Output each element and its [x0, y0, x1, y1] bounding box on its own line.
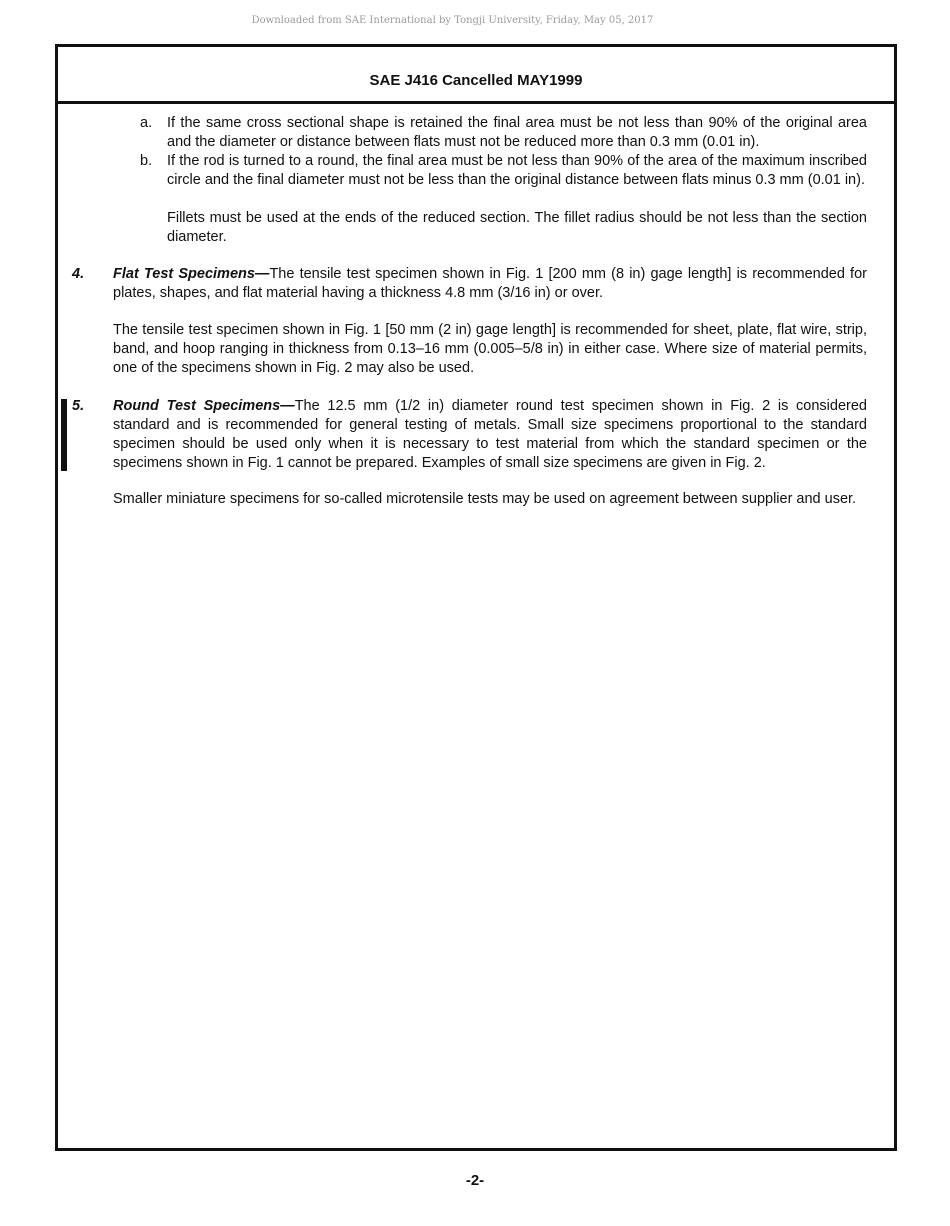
- section-5-number: 5.: [72, 398, 85, 414]
- download-watermark: Downloaded from SAE International by Tongji University, Friday, May 05, 2017: [251, 15, 654, 26]
- item-a-letter: a.: [140, 115, 153, 131]
- section-4-paragraph: [113, 265, 867, 303]
- item-b-letter: b.: [140, 153, 153, 169]
- section-4-paragraph-2: The tensile test specimen shown in Fig. 1 [50 mm (2 in) gage length] is recommended for sheet, plate, flat wire, strip, band, and hoop ranging in thickness from 0.13–16 mm (0.005–5/8 in) in either case. Where size of material permits, one of the specimens shown in Fig. 2 may also be used.: [113, 322, 867, 376]
- item-a-text: If the same cross sectional shape is retained the final area must be not less than 90% of the original area and the diameter or distance between flats must not be reduced more than 0.3 mm (0.01 in).: [167, 115, 867, 150]
- section-5-text: The 12.5 mm (1/2 in) diameter round test specimen shown in Fig. 2 is considered standard and is recommended for general testing of metals. Small size specimens proportional to the standard specimen should be used only when it is necessary to test material from which the standard specimen or the specimens shown in Fig. 1 cannot be prepared. Examples of small size specimens are given in Fig. 2.: [113, 398, 867, 471]
- section-4-text: The tensile test specimen shown in Fig. 1 [200 mm (8 in) gage length] is recommended for plates, shapes, and flat material having a thickness 4.8 mm (3/16 in) or over.: [113, 266, 867, 301]
- page-number: -2-: [465, 1172, 485, 1189]
- change-bar: [61, 399, 67, 471]
- section-5-title: Round Test Specimens—: [113, 398, 295, 414]
- section-5-paragraph: [113, 397, 867, 473]
- item-b-text: If the rod is turned to a round, the final area must be not less than 90% of the area of the maximum inscribed circle and the final diameter must not be less than the original distance between flats minus 0.3 mm (0.01 in).: [167, 153, 867, 188]
- section-5-paragraph-2: Smaller miniature specimens for so-called microtensile tests may be used on agreement between supplier and user.: [113, 491, 857, 507]
- page-frame: [55, 44, 897, 1151]
- section-4-number: 4.: [72, 266, 85, 282]
- section-4-title: Flat Test Specimens—: [113, 266, 270, 282]
- document-header: SAE J416 Cancelled MAY1999: [58, 47, 894, 104]
- fillets-note: Fillets must be used at the ends of the reduced section. The fillet radius should be not less than the section diameter.: [167, 210, 867, 245]
